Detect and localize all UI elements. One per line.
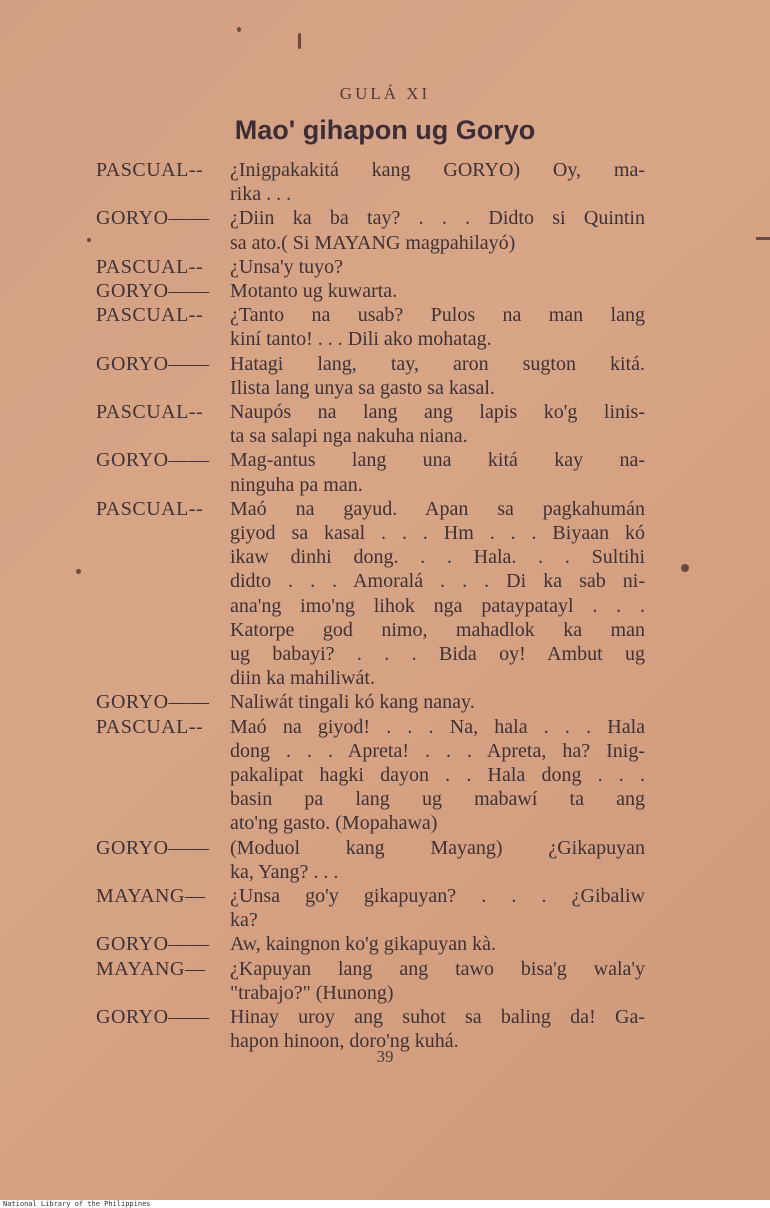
dialogue-text: ninguha pa man. xyxy=(230,473,363,496)
dialogue-line xyxy=(0,690,770,714)
dialogue-line xyxy=(0,787,770,811)
dialogue-line xyxy=(0,255,770,279)
speaker-name: GORYO—— xyxy=(96,1006,210,1028)
dialogue-text: dong . . . Apreta! . . . Apreta, ha? Inig- xyxy=(230,739,645,762)
dialogue-text: giyod sa kasal . . . Hm . . . Biyaan kó xyxy=(230,522,645,544)
dialogue-line xyxy=(0,666,770,690)
speaker-name: GORYO—— xyxy=(96,352,210,375)
dialogue-line xyxy=(0,424,770,448)
dialogue-line xyxy=(0,811,770,835)
dialogue-text: Maó na giyod! . . . Na, hala . . . Hala xyxy=(230,715,645,738)
dialogue-text: hapon hinoon, doro'ng kuhá. xyxy=(230,1030,459,1053)
dialogue-text: Naupós na lang ang lapis ko'g linis- xyxy=(230,401,645,423)
speaker-name: GORYO—— xyxy=(96,449,210,472)
chapter-heading: GULÁ XI xyxy=(339,84,431,103)
library-footer: National Library of the Philippines xyxy=(3,1200,151,1208)
dialogue-text: Ilista lang unya sa gasto sa kasal. xyxy=(230,376,495,399)
dialogue-text: Hinay uroy ang suhot sa baling da! Ga- xyxy=(230,1006,645,1028)
dialogue-line xyxy=(0,569,770,593)
dialogue-line xyxy=(0,182,770,206)
speaker-name: MAYANG— xyxy=(96,885,206,907)
speaker-name: GORYO—— xyxy=(96,280,210,302)
dialogue-line xyxy=(0,327,770,351)
page-number: 39 xyxy=(376,1047,394,1066)
dialogue-text: Hatagi lang, tay, aron sugton kitá. xyxy=(230,352,645,375)
dialogue-line xyxy=(0,594,770,618)
dialogue-text: ¿Diin ka ba tay? . . . Didto si Quintin xyxy=(230,207,645,230)
speaker-name: PASCUAL-- xyxy=(96,715,204,738)
speaker-name: MAYANG— xyxy=(96,957,206,980)
dialogue-line xyxy=(0,400,770,424)
dialogue-text: ¿Tanto na usab? Pulos na man lang xyxy=(230,304,645,327)
dialogue-line xyxy=(0,206,770,230)
dialogue-text: ikaw dinhi dong. . . Hala. . . Sultihi xyxy=(230,546,645,569)
dialogue-line xyxy=(0,715,770,739)
dialogue-text: ta sa salapi nga nakuha niana. xyxy=(230,425,468,448)
dialogue-text: Katorpe god nimo, mahadlok ka man xyxy=(230,618,645,641)
speaker-name: GORYO—— xyxy=(96,691,210,714)
dialogue-line xyxy=(0,763,770,787)
dialogue-text: diin ka mahiliwát. xyxy=(230,667,375,690)
dialogue-text: ka? xyxy=(230,909,258,932)
dialogue-text: kiní tanto! . . . Dili ako mohatag. xyxy=(230,328,492,351)
dialogue-text: sa ato.( Si MAYANG magpahilayó) xyxy=(230,231,516,254)
speaker-name: PASCUAL-- xyxy=(96,159,204,181)
dialogue-text: Naliwát tingali kó kang nanay. xyxy=(230,691,475,714)
ink-speck xyxy=(237,27,241,32)
speaker-name: PASCUAL-- xyxy=(96,255,204,278)
dialogue-line xyxy=(0,376,770,400)
speaker-name: PASCUAL-- xyxy=(96,304,204,327)
dialogue-line xyxy=(0,884,770,908)
dialogue-line xyxy=(0,981,770,1005)
speaker-name: GORYO—— xyxy=(96,933,210,956)
dialogue-text: "trabajo?" (Hunong) xyxy=(230,981,394,1004)
speaker-name: GORYO—— xyxy=(96,836,210,859)
dialogue-line xyxy=(0,908,770,932)
dialogue-line xyxy=(0,497,770,521)
dialogue-text: didto . . . Amoralá . . . Di ka sab ni- xyxy=(230,570,645,593)
dialogue-text: basin pa lang ug mabawí ta ang xyxy=(230,788,645,811)
dialogue-line xyxy=(0,860,770,884)
dialogue-line xyxy=(0,957,770,981)
dialogue-text: rika . . . xyxy=(230,183,292,206)
dialogue-text: ug babayi? . . . Bida oy! Ambut ug xyxy=(230,643,645,665)
speaker-name: PASCUAL-- xyxy=(96,401,204,423)
dialogue-line xyxy=(0,739,770,763)
speaker-name: GORYO—— xyxy=(96,207,210,230)
dialogue-line xyxy=(0,279,770,303)
dialogue-line xyxy=(0,521,770,545)
speaker-name: PASCUAL-- xyxy=(96,497,204,520)
dialogue-line xyxy=(0,1005,770,1029)
dialogue-text: Maó na gayud. Apan sa pagkahumán xyxy=(230,497,645,520)
dialogue-line xyxy=(0,836,770,860)
dialogue-line xyxy=(0,473,770,497)
dialogue-text: ¿Unsa go'y gikapuyan? . . . ¿Gibaliw xyxy=(230,885,645,907)
dialogue-line xyxy=(0,642,770,666)
dialogue-text: ¿Unsa'y tuyo? xyxy=(230,255,344,278)
dialogue-line xyxy=(0,448,770,472)
dialogue-text: Mag-antus lang una kitá kay na- xyxy=(230,449,645,472)
dialogue-line xyxy=(0,618,770,642)
dialogue-text: Aw, kaingnon ko'g gikapuyan kà. xyxy=(230,933,496,956)
dialogue-line xyxy=(0,352,770,376)
section-title: Mao' gihapon ug Goryo xyxy=(234,115,536,145)
dialogue-text: (Moduol kang Mayang) ¿Gikapuyan xyxy=(230,836,645,859)
dialogue-text: Motanto ug kuwarta. xyxy=(230,280,398,302)
dialogue-line xyxy=(0,231,770,255)
dialogue-text: ¿Inigpakakitá kang GORYO) Oy, ma- xyxy=(230,159,645,181)
dialogue-text: ¿Kapuyan lang ang tawo bisa'g wala'y xyxy=(230,957,645,980)
dialogue-line xyxy=(0,932,770,956)
dialogue-text: ato'ng gasto. (Mopahawa) xyxy=(230,812,438,835)
dialogue-text: pakalipat hagki dayon . . Hala dong . . . xyxy=(230,764,645,786)
dialogue-text: ana'ng imo'ng lihok nga pataypatayl . . . xyxy=(230,594,645,617)
dialogue-line xyxy=(0,303,770,327)
dialogue-line xyxy=(0,158,770,182)
dialogue-text: ka, Yang? . . . xyxy=(230,860,339,883)
ink-speck xyxy=(298,33,301,49)
dialogue-line xyxy=(0,545,770,569)
